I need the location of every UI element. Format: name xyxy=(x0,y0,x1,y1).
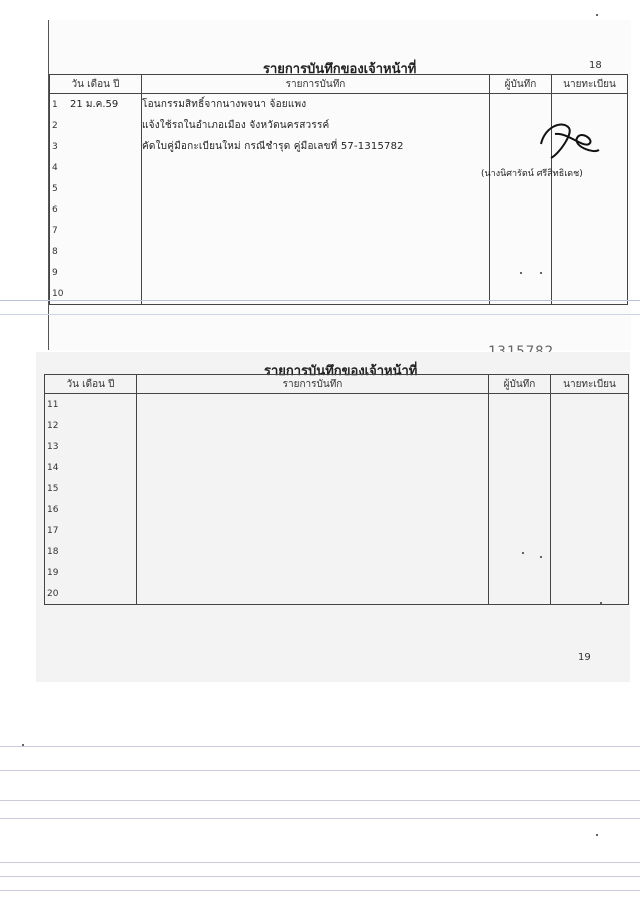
recorder-cell xyxy=(489,394,551,416)
entry-text xyxy=(137,499,489,520)
column-header-record: รายการบันทึก xyxy=(137,375,489,394)
entry-text: โอนกรรมสิทธิ์จากนางพจนา จ้อยแพง xyxy=(142,94,490,116)
row-number: 16 xyxy=(47,505,59,515)
date-cell xyxy=(50,178,142,199)
row-number: 3 xyxy=(52,142,58,152)
recorder-cell xyxy=(489,541,551,562)
entry-text xyxy=(137,436,489,457)
recorder-cell xyxy=(489,436,551,457)
registrar-cell xyxy=(552,220,628,241)
row-number: 15 xyxy=(47,484,59,494)
row-number: 19 xyxy=(47,568,59,578)
date-cell xyxy=(45,415,137,436)
registrar-cell xyxy=(551,499,629,520)
ruled-line xyxy=(0,862,640,863)
scan-speck xyxy=(600,602,602,604)
date-cell xyxy=(50,157,142,178)
entry-text xyxy=(137,457,489,478)
recorder-cell xyxy=(490,241,552,262)
scan-speck xyxy=(596,14,598,16)
table-row xyxy=(45,541,629,562)
entry-text xyxy=(137,583,489,605)
registrar-cell xyxy=(552,262,628,283)
recorder-cell xyxy=(490,220,552,241)
registrar-name: (นางนิศารัตน์ ศรีสิทธิเดช) xyxy=(481,169,583,179)
row-number: 20 xyxy=(47,589,59,599)
table-row xyxy=(50,241,628,262)
recorder-cell xyxy=(489,457,551,478)
registrar-cell xyxy=(551,562,629,583)
registrar-cell xyxy=(551,478,629,499)
date-cell xyxy=(45,394,137,416)
recorder-cell xyxy=(489,520,551,541)
table-row xyxy=(50,199,628,220)
entry-text xyxy=(137,478,489,499)
column-header-registrar: นายทะเบียน xyxy=(552,75,628,94)
page-title: รายการบันทึกของเจ้าหน้าที่ xyxy=(264,364,418,379)
date-cell xyxy=(45,520,137,541)
row-number: 8 xyxy=(52,247,58,257)
column-header-date: วัน เดือน ปี xyxy=(45,375,137,394)
date-cell xyxy=(50,115,142,136)
entry-text xyxy=(137,541,489,562)
ruled-line xyxy=(0,314,640,315)
row-number: 18 xyxy=(47,547,59,557)
table-row xyxy=(50,283,628,305)
entry-text xyxy=(142,157,490,178)
table-row xyxy=(45,499,629,520)
registrar-cell xyxy=(552,241,628,262)
table-row xyxy=(45,562,629,583)
registrar-cell xyxy=(551,394,629,416)
row-number: 14 xyxy=(47,463,59,473)
ruled-line xyxy=(0,890,640,891)
row-number: 10 xyxy=(52,289,64,299)
ruled-line xyxy=(0,876,640,877)
recorder-cell xyxy=(489,478,551,499)
scan-speck xyxy=(22,744,24,746)
scan-speck xyxy=(540,272,542,274)
table-row xyxy=(45,583,629,605)
entry-text xyxy=(142,178,490,199)
registrar-cell xyxy=(551,520,629,541)
row-number: 6 xyxy=(52,205,58,215)
recorder-cell xyxy=(489,562,551,583)
entry-text xyxy=(137,415,489,436)
date-cell xyxy=(45,541,137,562)
date-cell xyxy=(45,583,137,605)
recorder-cell xyxy=(489,583,551,605)
recorder-cell xyxy=(490,94,552,116)
entry-text xyxy=(142,220,490,241)
scan-speck xyxy=(522,552,524,554)
row-number: 17 xyxy=(47,526,59,536)
row-number: 13 xyxy=(47,442,59,452)
registrar-signature xyxy=(533,114,603,170)
table-row xyxy=(50,220,628,241)
page-title: รายการบันทึกของเจ้าหน้าที่ xyxy=(263,62,417,77)
registrar-cell xyxy=(552,199,628,220)
entry-text: แจ้งใช้รถในอำเภอเมือง จังหวัดนครสวรรค์ xyxy=(142,115,490,136)
table-row xyxy=(45,478,629,499)
table-row xyxy=(45,415,629,436)
column-header-recorder: ผู้บันทึก xyxy=(489,375,551,394)
row-number: 11 xyxy=(47,400,59,410)
entry-text xyxy=(137,394,489,416)
registrar-cell xyxy=(551,457,629,478)
recorder-cell xyxy=(489,415,551,436)
recorder-cell xyxy=(489,499,551,520)
date-cell xyxy=(45,562,137,583)
table-row xyxy=(45,457,629,478)
registrar-cell xyxy=(551,541,629,562)
entry-text xyxy=(137,520,489,541)
ruled-line xyxy=(0,746,640,747)
date-cell xyxy=(45,478,137,499)
date-cell xyxy=(45,499,137,520)
date-cell xyxy=(50,283,142,305)
entry-text xyxy=(142,199,490,220)
date-cell xyxy=(50,199,142,220)
date-cell xyxy=(50,220,142,241)
column-header-date: วัน เดือน ปี xyxy=(50,75,142,94)
date-cell xyxy=(50,262,142,283)
row-number: 5 xyxy=(52,184,58,194)
table-row xyxy=(45,520,629,541)
scan-speck xyxy=(596,834,598,836)
ruled-line xyxy=(0,800,640,801)
record-page-19 xyxy=(36,352,630,682)
entry-text: คัดใบคู่มือกะเบียนใหม่ กรณีชำรุด คู่มือเลขที่ 57-1315782 xyxy=(142,136,490,157)
scan-speck xyxy=(520,272,522,274)
ruled-line xyxy=(0,300,640,301)
registrar-cell xyxy=(551,436,629,457)
column-header-registrar: นายทะเบียน xyxy=(551,375,629,394)
row-number: 12 xyxy=(47,421,59,431)
registrar-cell xyxy=(552,283,628,305)
record-table xyxy=(44,374,629,605)
date-cell xyxy=(45,457,137,478)
row-number: 9 xyxy=(52,268,58,278)
registrar-cell xyxy=(552,178,628,199)
registrar-cell xyxy=(551,583,629,605)
row-number: 7 xyxy=(52,226,58,236)
entry-text xyxy=(142,241,490,262)
scan-speck xyxy=(540,556,542,558)
recorder-cell xyxy=(490,178,552,199)
table-row xyxy=(45,436,629,457)
page-number: 18 xyxy=(589,60,602,71)
entry-text xyxy=(137,562,489,583)
recorder-cell xyxy=(490,199,552,220)
registrar-cell xyxy=(551,415,629,436)
record-table xyxy=(49,74,628,305)
table-row xyxy=(45,394,629,416)
row-number: 1 xyxy=(52,100,58,110)
entry-text xyxy=(142,262,490,283)
row-number: 4 xyxy=(52,163,58,173)
ruled-line xyxy=(0,770,640,771)
date-cell xyxy=(50,94,142,116)
date-cell xyxy=(45,436,137,457)
table-row xyxy=(50,178,628,199)
date-cell xyxy=(50,241,142,262)
column-header-recorder: ผู้บันทึก xyxy=(490,75,552,94)
page-number: 19 xyxy=(578,652,591,663)
entry-text xyxy=(142,283,490,305)
table-row xyxy=(50,94,628,116)
registrar-cell xyxy=(552,94,628,116)
entry-date: 21 ม.ค.59 xyxy=(70,99,119,110)
recorder-cell xyxy=(490,283,552,305)
row-number: 2 xyxy=(52,121,58,131)
date-cell xyxy=(50,136,142,157)
column-header-record: รายการบันทึก xyxy=(142,75,490,94)
ruled-line xyxy=(0,818,640,819)
